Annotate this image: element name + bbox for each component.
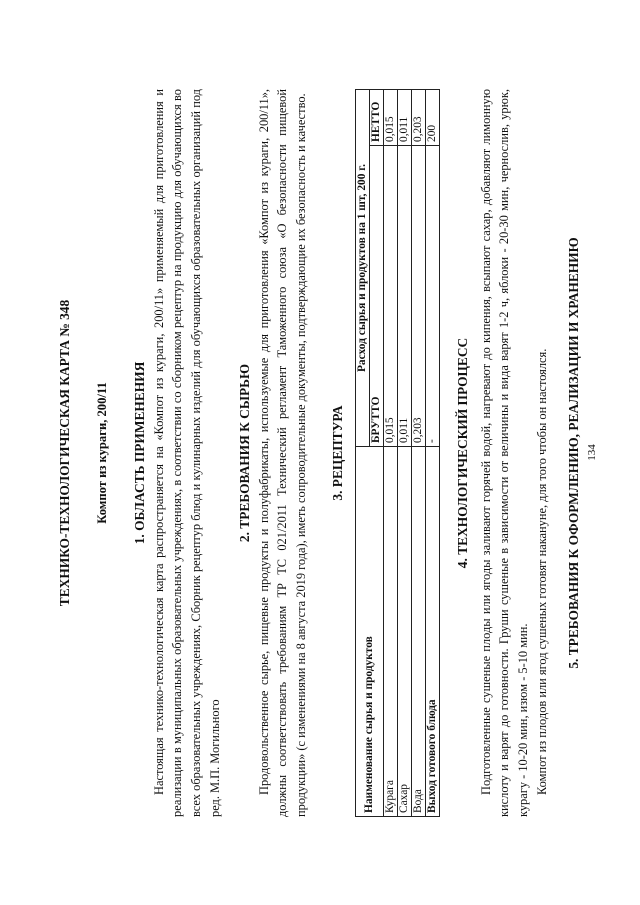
yield-net: 200 — [426, 90, 440, 146]
ingredient-name: Курага — [384, 447, 398, 817]
ingredient-name: Вода — [412, 447, 426, 817]
section-3-heading: 3. РЕЦЕПТУРА — [329, 405, 345, 501]
table-row — [398, 90, 412, 817]
column-header-name: Наименование сырья и продуктов — [356, 447, 384, 817]
section-5-heading: 5. ТРЕБОВАНИЯ К ОФОРМЛЕНИЮ, РЕАЛИЗАЦИИ И ХРАНЕНИЮ — [566, 237, 582, 669]
section-2-heading: 2. ТРЕБОВАНИЯ К СЫРЬЮ — [237, 363, 253, 543]
table-row-yield — [426, 90, 440, 817]
section-2-text: Продовольственное сырье, пищевые продукты и полуфабрикаты, используемые для приготовления «Компот из кураги, 200/11», должны соответствовать требованиям ТР ТС 021/2011 Технический регламент Таможенного союза «О безопасности пищевой продукции» (с изменениями на 8 августа 2019 года), иметь сопроводительные документы, подтверждающие их безопасность и качество. — [256, 89, 308, 817]
document-title: ТЕХНИКО-ТЕХНОЛОГИЧЕСКАЯ КАРТА № 348 — [57, 299, 72, 607]
yield-gross: - — [426, 146, 440, 447]
section-4-text: Подготовленные сушеные плоды или ягоды заливают горячей водой, нагревают до кипения, всыпают сахар, добавляют лимонную кислоту и варят до готовности. Груши сушеные в зависимости от величины и вида варят 1-2 ч, яблоки - 20-30 мин, чернослив, урюк, курагу - 10-20 мин, изюм - 5-10 мин. — [478, 89, 530, 817]
page-number: 134 — [586, 444, 598, 461]
table-row — [384, 90, 398, 817]
section-1-heading: 1. ОБЛАСТЬ ПРИМЕНЕНИЯ — [132, 361, 148, 545]
net-value: 0,203 — [412, 90, 426, 146]
gross-value: 0,203 — [412, 146, 426, 447]
yield-label: Выход готового блюда — [426, 447, 440, 817]
column-header-gross: БРУТТО — [370, 146, 384, 447]
net-value: 0,011 — [398, 90, 412, 146]
section-1-text: Настоящая технико-технологическая карта распространяется на «Компот из кураги, 200/11» применяемый для приготовления и реализации в муниципальных образовательных учреждениях, в соответствии со сборником рецептур на продукцию для обучающихся во всех образовательных учреждениях, Сборник рецептур блюд и кулинарных изделий для обучающихся образовательных организаций под ред. М.П. Могильного — [151, 89, 222, 817]
gross-value: 0,011 — [398, 146, 412, 447]
column-header-group: Расход сырья и продуктов на 1 шт, 200 г. — [356, 90, 370, 447]
ingredient-name: Сахар — [398, 447, 412, 817]
recipe-table — [355, 89, 440, 817]
column-header-net: НЕТТО — [370, 90, 384, 146]
gross-value: 0,015 — [384, 146, 398, 447]
document-content — [56, 89, 584, 817]
section-4-text-2: Компот из плодов или ягод сушеных готовят накануне, для того чтобы он настоялся. — [534, 348, 549, 795]
section-4-heading: 4. ТЕХНОЛОГИЧЕСКИЙ ПРОЦЕСС — [455, 337, 471, 569]
table-row — [412, 90, 426, 817]
document-subtitle: Компот из кураги, 200/11 — [94, 382, 109, 524]
net-value: 0,015 — [384, 90, 398, 146]
